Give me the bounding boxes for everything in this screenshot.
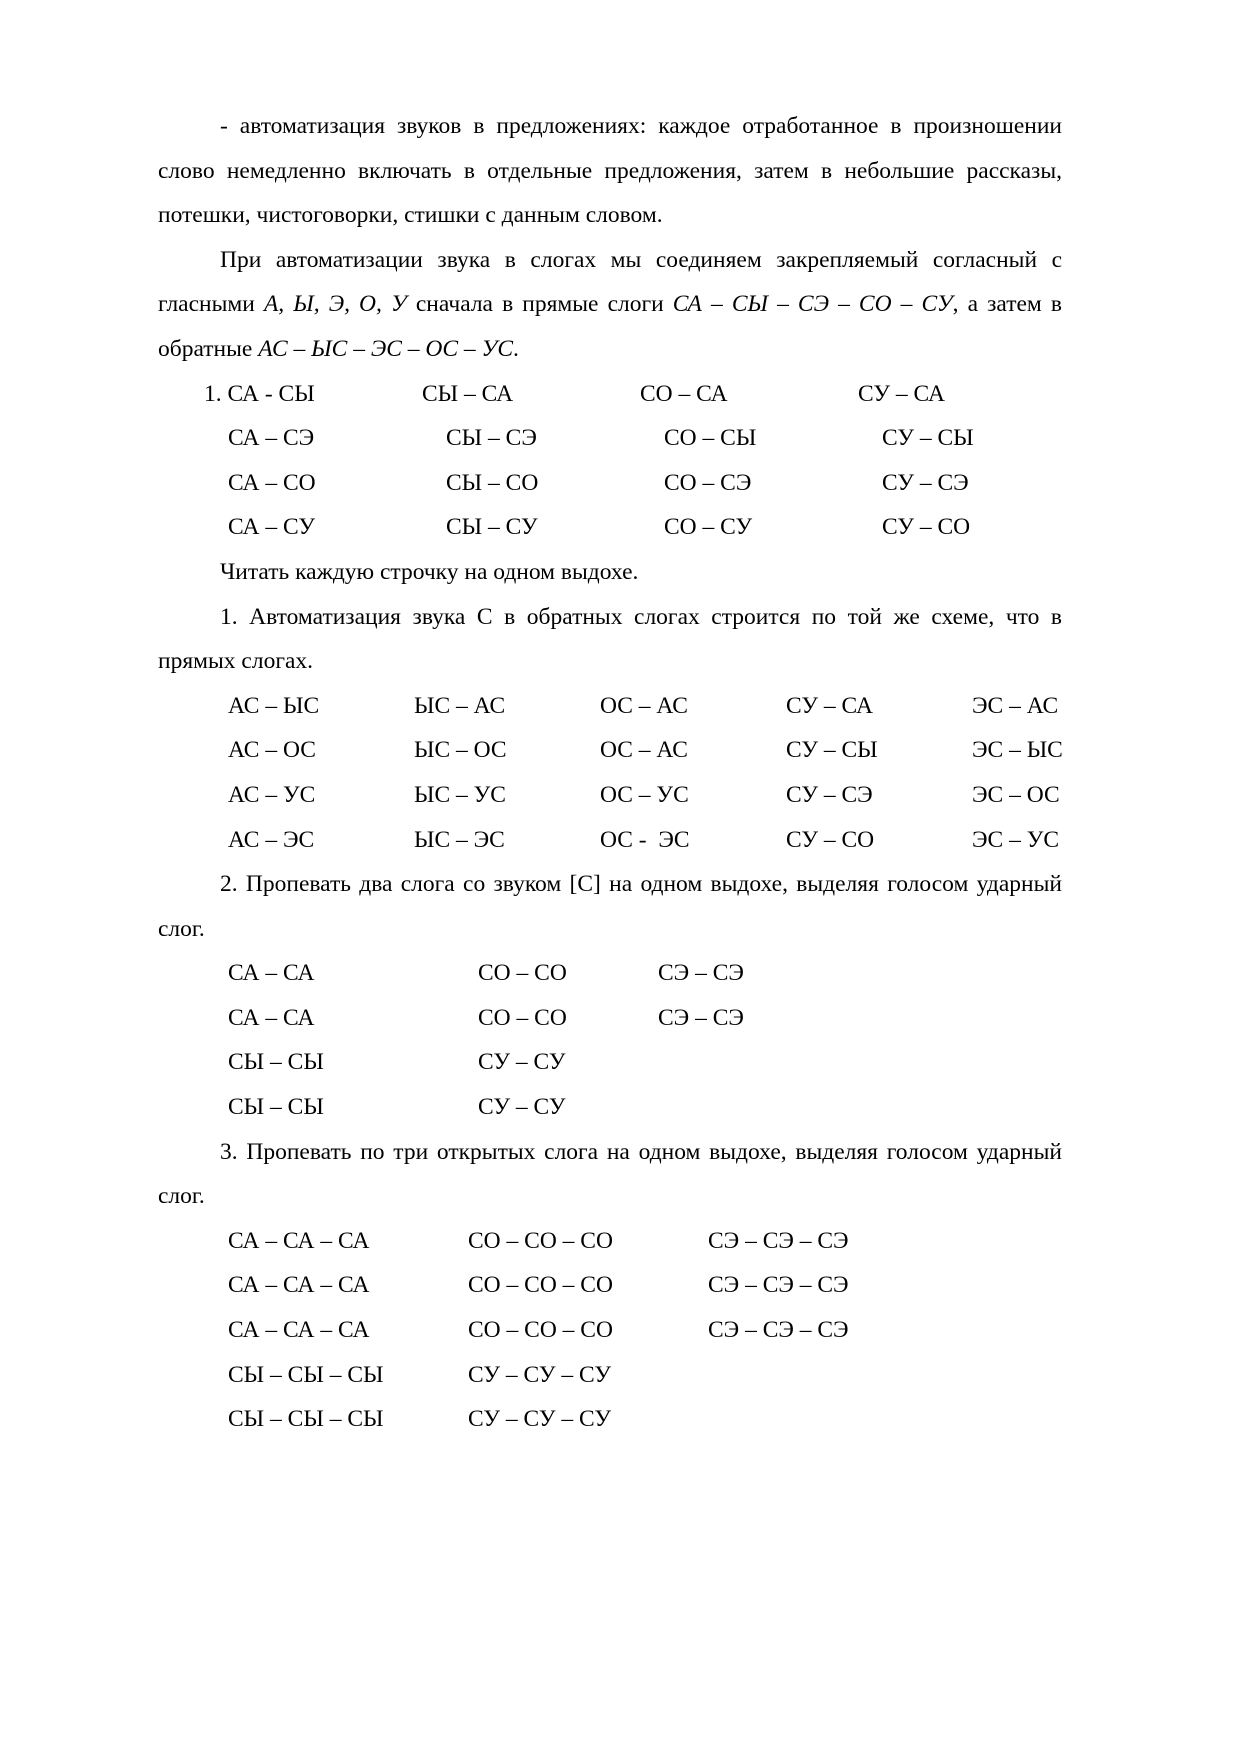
paragraph-text-part: сначала в прямые слоги [406, 291, 673, 318]
table-row [158, 951, 1062, 996]
syllable-cell: СУ – СЫ [882, 425, 974, 452]
syllable-cell [158, 372, 422, 417]
syllable-cell: СА – СА – СА [228, 1317, 370, 1344]
paragraph-text-part: При автоматизации звука в слогах мы соединяем закрепляемый согласный с гласными [158, 246, 1062, 318]
syllable-cell: АС – ОС [228, 737, 316, 764]
table-row [158, 1397, 1062, 1442]
syllable-cell: ОС - ЭС [600, 826, 690, 853]
syllable-cell [708, 1353, 948, 1398]
syllable-cell: АС – ЫС [228, 692, 320, 719]
syllable-cell: СУ – СЭ [882, 469, 969, 496]
table-row [158, 996, 1062, 1041]
syllable-cell: АС – ЭС [228, 826, 315, 853]
syllable-cell: СЭ – СЭ [658, 960, 744, 987]
table-row [158, 728, 1062, 773]
syllable-cell: СУ – СЫ [786, 737, 878, 764]
syllable-cell: СО – СЫ [664, 425, 757, 452]
syllable-cell [708, 1397, 948, 1442]
direct-syllable-series-italic: СА – СЫ – СЭ – СО – СУ [672, 291, 953, 318]
syllable-cell [658, 1085, 838, 1130]
syllable-cell: СА – СА [228, 960, 315, 987]
table-row [158, 684, 1062, 729]
document-body [158, 104, 1062, 1442]
syllable-cell: ЭС – АС [972, 692, 1059, 719]
syllable-cell: ЫС – УС [414, 781, 506, 808]
table-row [158, 1353, 1062, 1398]
syllable-cell: СЫ – СЫ – СЫ [228, 1406, 384, 1433]
table-row [158, 1085, 1062, 1130]
syllable-cell: СО – СО – СО [468, 1272, 613, 1299]
syllable-cell: СО – СО [478, 1004, 567, 1031]
syllable-cell: СА – СЭ [228, 425, 315, 452]
syllable-cell: СУ – СО [786, 826, 875, 853]
syllable-cell: СУ – СО [882, 514, 971, 541]
syllable-cell: ЭС – УС [972, 826, 1060, 853]
syllable-cell: СЫ – СО [446, 469, 539, 496]
syllable-cell: СА – СА – СА [228, 1227, 370, 1254]
table-row [158, 505, 1062, 550]
syllable-cell: СЭ – СЭ – СЭ [708, 1272, 849, 1299]
syllable-cell: СЫ – СУ [446, 514, 538, 541]
syllable-cell: СА – СО [228, 469, 316, 496]
syllable-cell: СУ – СУ [478, 1094, 566, 1121]
table-row [158, 1308, 1062, 1353]
paragraph-two-syllable-singing: 2. Пропевать два слога со звуком [С] на одном выдохе, выделяя голосом ударный слог. [158, 871, 1062, 942]
syllable-cell: СА – СА – СА [228, 1272, 370, 1299]
paragraph-text-part: . [513, 335, 519, 362]
paragraph-read-each-line: Читать каждую строчку на одном выдохе. [220, 558, 639, 585]
table-row [158, 372, 1062, 417]
syllable-cell: СО – СА [640, 380, 728, 407]
paragraph-sentence-automation: - автоматизация звуков в предложениях: каждое отработанное в произношении слово немедленно включать в отдельные предложения, затем в небольшие рассказы, потешки, чистоговорки, стишки с данным словом. [158, 113, 1062, 229]
syllable-cell: ЫС – АС [414, 692, 506, 719]
table-row [158, 461, 1062, 506]
syllable-cell: ЭС – ЫС [972, 737, 1063, 764]
syllable-cell: СО – СО – СО [468, 1227, 613, 1254]
paragraph-three-syllable-singing: 3. Пропевать по три открытых слога на одном выдохе, выделяя голосом ударный слог. [158, 1138, 1062, 1210]
syllable-cell: СУ – СА [786, 692, 873, 719]
syllable-cell: СО – СО – СО [468, 1317, 613, 1344]
syllable-cell: СЫ – СЫ [228, 1094, 324, 1121]
syllable-cell: СЫ – СА [422, 380, 514, 407]
syllable-cell: СА – СА [228, 1004, 315, 1031]
syllable-cell: СУ – СЭ [786, 781, 873, 808]
table-row [158, 1040, 1062, 1085]
syllable-cell: СУ – СА [858, 380, 945, 407]
syllable-cell: ЫС – ОС [414, 737, 507, 764]
table-row [158, 773, 1062, 818]
table-row [158, 416, 1062, 461]
table-three-syllables [158, 1219, 1062, 1442]
syllable-cell: СУ – СУ [478, 1049, 566, 1076]
syllable-cell: ОС – УС [600, 781, 689, 808]
paragraph-reverse-syllables-note: 1. Автоматизация звука С в обратных слогах строится по той же схеме, что в прямых слогах. [158, 603, 1062, 675]
list-marker: 1. [204, 380, 222, 407]
syllable-cell: СО – СО [478, 960, 567, 987]
syllable-cell: СУ – СУ – СУ [468, 1406, 612, 1433]
paragraph-syllable-automation [158, 238, 1062, 372]
table-direct-syllables [158, 372, 1062, 550]
syllable-cell: СО – СУ [664, 514, 753, 541]
syllable-cell: СЭ – СЭ – СЭ [708, 1317, 849, 1344]
table-two-syllables [158, 951, 1062, 1129]
syllable-cell: СУ – СУ – СУ [468, 1361, 612, 1388]
syllable-cell: ОС – АС [600, 737, 688, 764]
syllable-cell: СЭ – СЭ – СЭ [708, 1227, 849, 1254]
table-row [158, 1219, 1062, 1264]
syllable-cell: ОС – АС [600, 692, 688, 719]
table-reverse-syllables [158, 684, 1062, 862]
paragraph-text-part: , а затем в обратные [158, 291, 1062, 362]
syllable-cell: СЭ – СЭ [658, 1004, 744, 1031]
syllable-cell: СА – СУ [228, 514, 315, 541]
syllable-cell: СЫ – СЫ [228, 1049, 324, 1076]
reverse-syllable-series-italic: АС – ЫС – ЭС – ОС – УС [258, 335, 514, 362]
table-row [158, 818, 1062, 863]
table-row [158, 1263, 1062, 1308]
syllable-cell: ЭС – ОС [972, 781, 1060, 808]
syllable-cell: СЫ – СЭ [446, 425, 537, 452]
vowel-list-italic: А, Ы, Э, О, У [263, 291, 407, 318]
syllable-cell: АС – УС [228, 781, 316, 808]
syllable-cell: ЫС – ЭС [414, 826, 505, 853]
syllable-cell: СО – СЭ [664, 469, 752, 496]
syllable-pair: СА - СЫ [227, 380, 315, 407]
syllable-cell: СЫ – СЫ – СЫ [228, 1361, 384, 1388]
syllable-cell [658, 1040, 838, 1085]
